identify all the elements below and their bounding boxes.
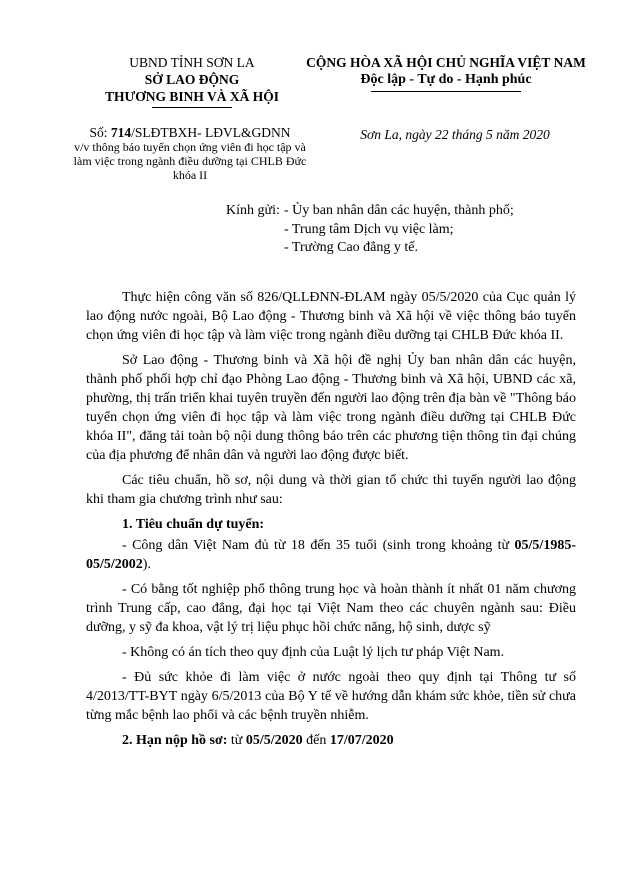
recipients-label: Kính gửi: <box>226 203 280 218</box>
document-subject: v/v thông báo tuyển chọn ứng viên đi học tập và làm việc trong ngành điều dưỡng tại CHLB Đức khóa II <box>73 140 307 182</box>
document-number-prefix: Số: <box>89 125 111 140</box>
document-number <box>70 124 310 141</box>
document-number-value: 714 <box>110 125 132 140</box>
section-heading-deadline: 2. Hạn nộp hồ sơ: từ 05/5/2020 đến 17/07/2020 <box>122 733 394 748</box>
deadline-end-date: 17/07/2020 <box>329 733 394 748</box>
criteria-item: - Công dân Việt Nam đủ từ 18 đến 35 tuổi (sinh trong khoảng từ 05/5/1985-05/5/2002). <box>86 538 576 572</box>
recipient-item: - Trường Cao đẳng y tế. <box>284 240 418 255</box>
recipient-item: - Trung tâm Dịch vụ việc làm; <box>284 221 454 237</box>
motto-underline <box>371 91 521 92</box>
document-number-suffix: /SLĐTBXH- LĐVL&GDNN <box>131 125 291 140</box>
national-motto-block <box>298 54 594 92</box>
body-paragraph: Sở Lao động - Thương binh và Xã hội đề nghị Ủy ban nhân dân các huyện, thành phố phối hợp chỉ đạo Phòng Lao động - Thương binh và Xã hội, UBND các xã, phường, thị trấn triển khai tuyên truyền đến người lao động trên địa bàn về "Thông báo tuyển chọn ứng viên đi học tập và làm việc trong ngành điều dưỡng tại CHLB Đức khóa II", đăng tải toàn bộ nội dung thông báo trên các phương tiện thông tin đại chúng của địa phương để nhân dân và người lao động được biết. <box>86 353 576 463</box>
issuing-agency-block <box>76 54 308 108</box>
section-heading-criteria: 1. Tiêu chuẩn dự tuyển: <box>122 517 265 532</box>
department-name-line1: SỞ LAO ĐỘNG <box>144 72 240 87</box>
recipient-item: - Ủy ban nhân dân các huyện, thành phố; <box>284 203 514 218</box>
document-body <box>86 288 576 756</box>
recipients-list <box>284 202 514 258</box>
department-name-line2: THƯƠNG BINH VÀ XÃ HỘI <box>104 89 280 104</box>
criteria-item: - Có bằng tốt nghiệp phổ thông trung học và hoàn thành ít nhất 01 năm chương trình Trung cấp, cao đẳng, đại học tại Việt Nam theo các chuyên ngành sau: Điều dưỡng, y sỹ đa khoa, vật lý trị liệu phục hồi chức năng, hộ sinh, dược sỹ <box>86 582 576 635</box>
body-paragraph: Thực hiện công văn số 826/QLLĐNN-ĐLAM ngày 05/5/2020 của Cục quản lý lao động nước ngoài, Bộ Lao động - Thương binh và Xã hội về việc thông báo tuyển chọn ứng viên đi học tập và làm việc trong ngành điều dưỡng tại CHLB Đức khóa II. <box>86 290 576 343</box>
birth-date-range: 05/5/1985-05/5/2002 <box>86 538 576 572</box>
deadline-start-date: 05/5/2020 <box>245 733 303 748</box>
criteria-item: - Đủ sức khỏe đi làm việc ở nước ngoài theo quy định tại Thông tư số 4/2013/TT-BYT ngày 6/5/2013 của Bộ Y tế về hướng dẫn khám sức khỏe, tiền sử chưa từng mắc bệnh lao phổi và các bệnh truyền nhiễm. <box>86 670 576 723</box>
national-motto: Độc lập - Tự do - Hạnh phúc <box>360 72 532 87</box>
province-committee: UBND TỈNH SƠN LA <box>129 55 255 70</box>
criteria-item: - Không có án tích theo quy định của Luật lý lịch tư pháp Việt Nam. <box>122 645 505 660</box>
agency-underline <box>152 107 232 108</box>
place-and-date: Sơn La, ngày 22 tháng 5 năm 2020 <box>360 127 550 142</box>
body-paragraph: Các tiêu chuẩn, hồ sơ, nội dung và thời gian tổ chức thi tuyển người lao động khi tham gia chương trình như sau: <box>86 473 576 507</box>
country-name: CỘNG HÒA XÃ HỘI CHỦ NGHĨA VIỆT NAM <box>306 55 586 70</box>
